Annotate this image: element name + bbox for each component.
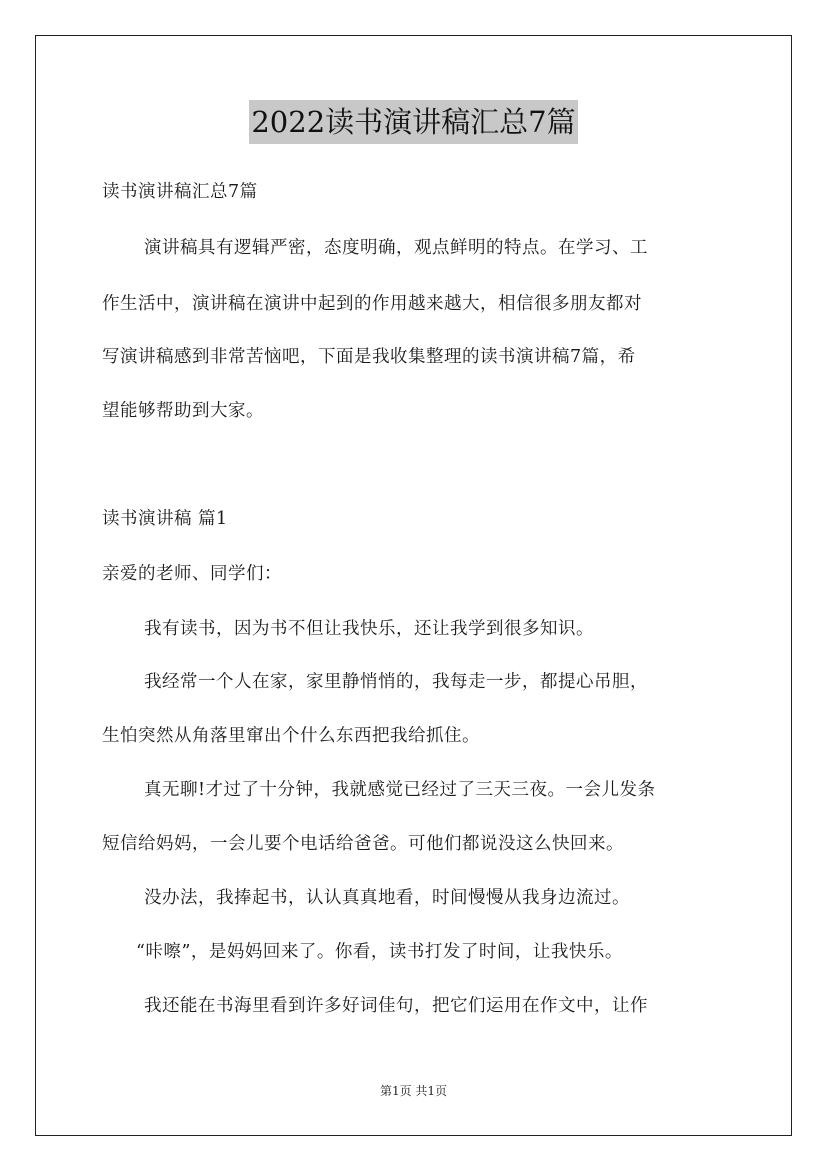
body-line-8: 我还能在书海里看到许多好词佳句，把它们运用在作文中，让作 <box>144 996 648 1016</box>
body-line-4: 真无聊!才过了十分钟，我就感觉已经过了三天三夜。一会儿发条 <box>144 780 656 800</box>
intro-line-1: 演讲稿具有逻辑严密，态度明确，观点鲜明的特点。在学习、工 <box>144 238 648 258</box>
body-line-1: 我有读书，因为书不但让我快乐，还让我学到很多知识。 <box>144 619 594 639</box>
intro-line-2: 作生活中，演讲稿在演讲中起到的作用越来越大，相信很多朋友都对 <box>102 294 642 314</box>
body-line-6: 没办法，我捧起书，认认真真地看，时间慢慢从我身边流过。 <box>144 888 630 908</box>
page-footer: 第1页 共1页 <box>379 1084 448 1098</box>
document-title: 2022读书演讲稿汇总7篇 <box>249 100 577 144</box>
section-heading: 读书演讲稿 篇1 <box>102 509 228 529</box>
intro-line-3: 写演讲稿感到非常苦恼吧，下面是我收集整理的读书演讲稿7篇，希 <box>102 347 636 367</box>
salutation: 亲爱的老师、同学们： <box>102 564 282 584</box>
intro-line-4: 望能够帮助到大家。 <box>102 401 264 421</box>
body-line-7: “咔嚓”，是妈妈回来了。你看，读书打发了时间，让我快乐。 <box>136 942 623 962</box>
body-line-3: 生怕突然从角落里窜出个什么东西把我给抓住。 <box>102 726 480 746</box>
title-container <box>0 100 827 144</box>
body-line-5: 短信给妈妈，一会儿要个电话给爸爸。可他们都说没这么快回来。 <box>102 834 624 854</box>
body-line-2: 我经常一个人在家，家里静悄悄的，我每走一步，都提心吊胆， <box>144 672 648 692</box>
document-subtitle: 读书演讲稿汇总7篇 <box>102 182 258 202</box>
